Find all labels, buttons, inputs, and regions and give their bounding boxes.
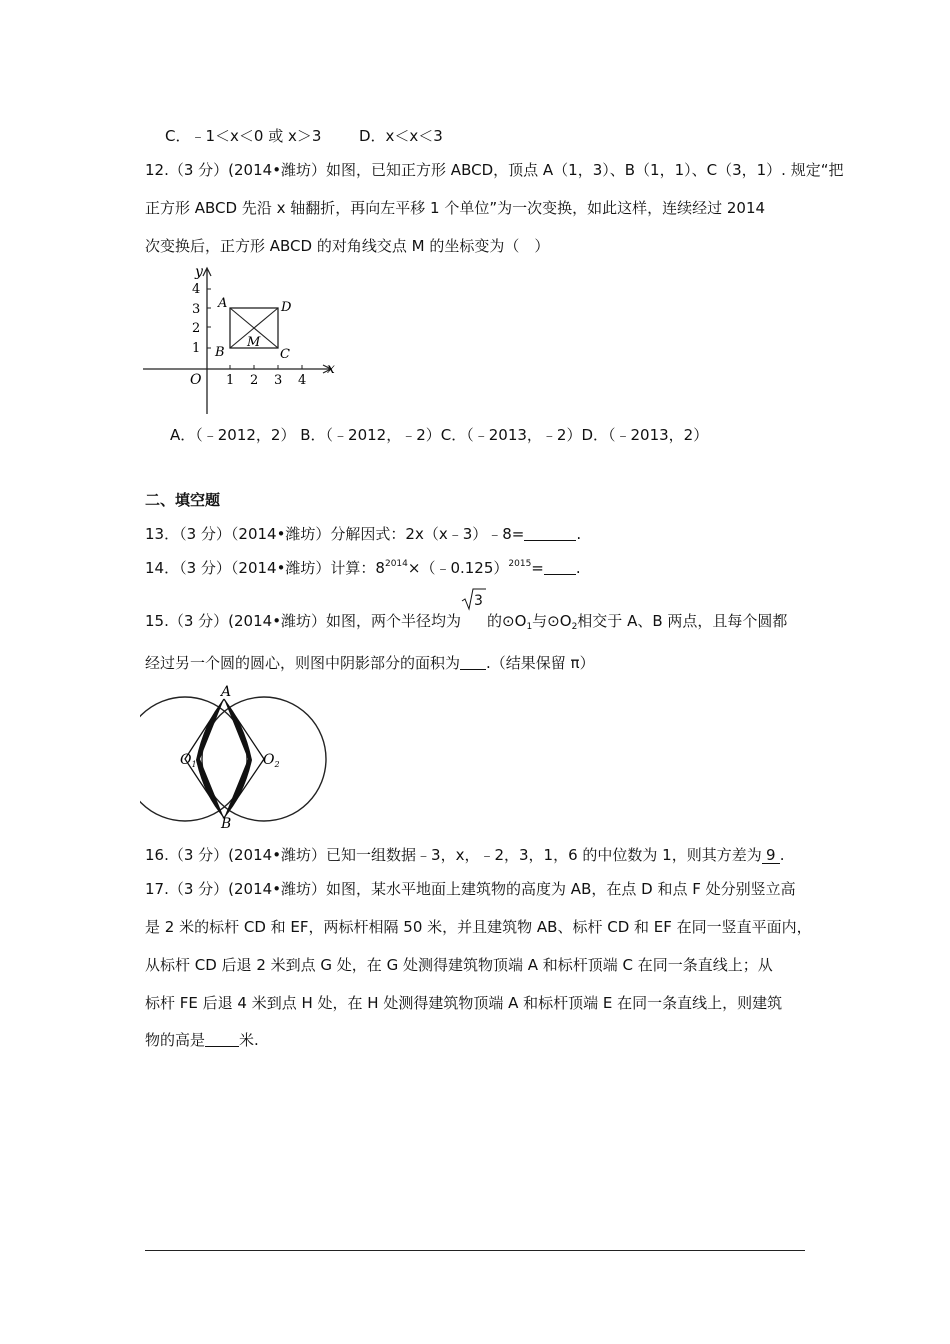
q14-mid: ×（﹣0.125） — [407, 559, 509, 577]
y-tick-4: 4 — [192, 282, 201, 297]
q12-coordinate-figure — [140, 262, 350, 417]
q12-line2: 正方形 ABCD 先沿 x 轴翻折，再向左平移 1 个单位”为一次变换，如此这样，连续经过 2014 — [145, 199, 766, 217]
q11-options — [165, 126, 443, 146]
q12-line3: 次变换后，正方形 ABCD 的对角线交点 M 的坐标变为（ ） — [145, 237, 550, 255]
y-tick-2: 2 — [192, 321, 201, 336]
q15-circles-figure — [140, 682, 330, 830]
origin-label: O — [190, 372, 202, 388]
label-b: B — [221, 816, 232, 830]
y-tick-3: 3 — [192, 302, 201, 317]
q17-line4: 标杆 FE 后退 4 米到点 H 处，在 H 处测得建筑物顶端 A 和标杆顶端 E 在同一条直线上，则建筑 — [145, 994, 783, 1012]
q15-sub1: 1 — [526, 622, 533, 632]
q13-end: . — [576, 525, 582, 543]
q15-pre: 15.（3 分）(2014•潍坊）如图，两个半径均为 — [145, 612, 462, 630]
q14-exponent-2: 2015 — [508, 559, 532, 569]
q12-line1: 12.（3 分）(2014•潍坊）如图，已知正方形 ABCD，顶点 A（1，3）、B（1，1）、C（3，1）. 规定“把 — [145, 161, 844, 179]
label-o1-sub: 1 — [191, 760, 197, 769]
q14-answer-blank — [544, 558, 576, 575]
y-tick-1: 1 — [192, 341, 201, 356]
q13 — [145, 524, 581, 544]
x-tick-1: 1 — [226, 373, 235, 388]
footer-rule — [145, 1250, 805, 1251]
q16-answer: 9 — [762, 847, 780, 864]
q15-line1 — [145, 593, 788, 632]
section-title: 二、填空题 — [145, 491, 221, 509]
point-b-label: B — [215, 345, 225, 360]
point-a-label: A — [218, 296, 228, 311]
q14-exponent-1: 2014 — [384, 559, 408, 569]
q14-pre: 14．（3 分）（2014•潍坊）计算：8 — [145, 559, 385, 577]
q14-end: . — [575, 559, 581, 577]
q11-option-c: C．﹣1＜x＜0 或 x＞3 — [165, 127, 322, 145]
label-o1-letter: O — [180, 752, 192, 768]
x-tick-2: 2 — [250, 373, 259, 388]
label-o2 — [263, 752, 280, 769]
q11-option-d: D．x＜x＜3 — [358, 127, 443, 145]
q15-line2 — [145, 653, 595, 673]
point-c-label: C — [280, 347, 290, 362]
q14-post: = — [531, 559, 544, 577]
q15-sqrt — [461, 593, 487, 626]
q13-answer-blank — [524, 524, 576, 541]
q17-line3: 从标杆 CD 后退 2 米到点 G 处，在 G 处测得建筑物顶端 A 和标杆顶端 C 在同一条直线上；从 — [145, 956, 773, 974]
label-a: A — [221, 684, 232, 700]
q15-post: 相交于 A、B 两点，且每个圆都 — [577, 612, 788, 630]
q16-end: . — [779, 846, 785, 864]
q15-mid1: 的⊙O — [487, 612, 527, 630]
shaded-region-right — [224, 699, 252, 818]
y-axis-label: y — [195, 264, 203, 280]
x-tick-4: 4 — [298, 373, 307, 388]
label-o2-sub: 2 — [274, 760, 280, 769]
q15-answer-blank — [460, 653, 486, 670]
point-m-label: M — [247, 335, 261, 350]
q17-line5-text: 物的高是 — [145, 1031, 206, 1049]
q15-line2-text: 经过另一个圆的圆心，则图中阴影部分的面积为 — [145, 654, 461, 672]
q15-sqrt-value: 3 — [474, 593, 483, 609]
q17-line5-end: 米. — [239, 1031, 259, 1049]
q15-mid2: 与⊙O — [532, 612, 572, 630]
q17-line5 — [145, 1030, 259, 1050]
q16 — [145, 845, 785, 865]
point-d-label: D — [281, 300, 292, 315]
q17-line1: 17.（3 分）(2014•潍坊）如图，某水平地面上建筑物的高度为 AB，在点 D 和点 F 处分别竖立高 — [145, 880, 796, 898]
shaded-region-left — [196, 699, 224, 818]
q15-sub2: 2 — [571, 622, 578, 632]
q17-answer-blank — [205, 1030, 239, 1047]
x-axis-label: x — [327, 361, 335, 377]
x-tick-3: 3 — [274, 373, 283, 388]
label-o1 — [180, 752, 197, 769]
q13-text: 13．（3 分）（2014•潍坊）分解因式：2x（x﹣3）﹣8= — [145, 525, 525, 543]
q12-options: A．（﹣2012，2） B．（﹣2012，﹣2）C．（﹣2013，﹣2）D．（﹣2013，2） — [170, 426, 709, 444]
q15-line2-end: .（结果保留 π） — [486, 654, 595, 672]
q17-line2: 是 2 米的标杆 CD 和 EF，两标杆相隔 50 米，并且建筑物 AB、标杆 CD 和 EF 在同一竖直平面内， — [145, 918, 812, 936]
label-o2-letter: O — [263, 752, 275, 768]
q16-text: 16.（3 分）(2014•潍坊）已知一组数据﹣3，x，﹣2，3，1，6 的中位数为 1，则其方差为 — [145, 846, 762, 864]
q14 — [145, 558, 581, 578]
